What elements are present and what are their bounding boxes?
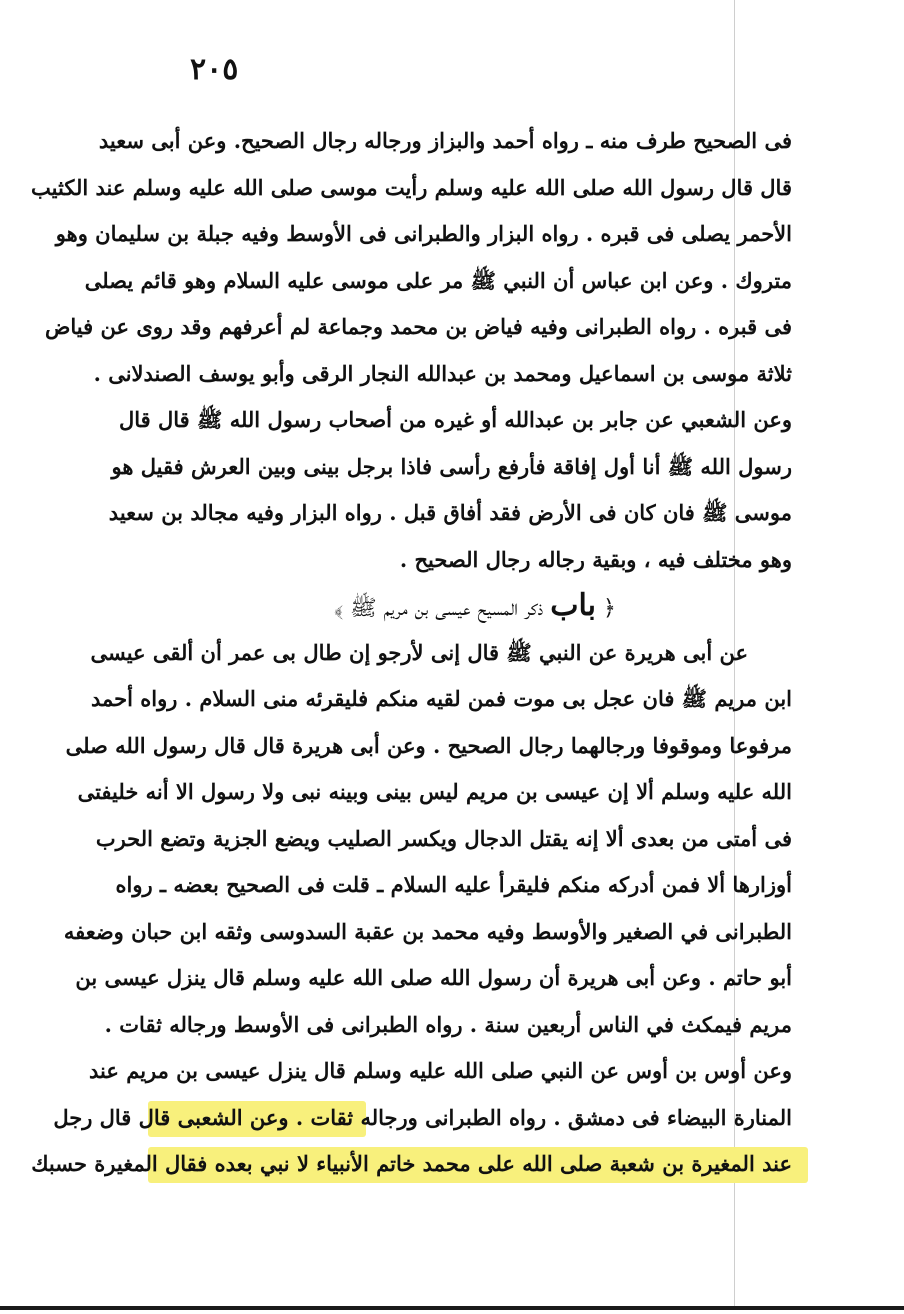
highlighted-text: عند المغيرة بن شعبة صلى الله على محمد خاتم الأنبياء لا نبي بعده فقال المغيرة حسبك xyxy=(31,1151,792,1176)
text-line: مريم فيمكث في الناس أربعين سنة . رواه الطبرانى فى الأوسط ورجاله ثقات . xyxy=(104,1011,792,1037)
text-line: رسول الله ﷺ أنا أول إفاقة فأرفع رأسى فاذا برجل بينى وبين العرش فقيل هو xyxy=(111,453,792,479)
text-line: قال قال رسول الله صلى الله عليه وسلم رأيت موسى صلى الله عليه وسلم عند الكثيب xyxy=(31,174,792,200)
scan-bottom-edge xyxy=(0,1306,904,1310)
text-line-paragraph-end: وهو مختلف فيه ، وبقية رجاله رجال الصحيح . xyxy=(399,546,792,572)
text-line: فى الصحيح طرف منه ـ رواه أحمد والبزاز ورجاله رجال الصحيح. وعن أبى سعيد xyxy=(98,128,792,153)
page-body xyxy=(31,118,792,1188)
section-heading xyxy=(158,583,792,630)
text-line-highlighted xyxy=(31,1141,792,1188)
text-line-partially-highlighted xyxy=(53,1095,792,1142)
text-line: وعن الشعبي عن جابر بن عبدالله أو غيره من أصحاب رسول الله ﷺ قال قال xyxy=(119,407,792,432)
text-line: فى قبره . رواه الطبرانى وفيه فياض بن محمد وجماعة لم أعرفهم وقد روى عن فياض xyxy=(45,314,792,339)
text-line: أوزارها ألا فمن أدركه منكم فليقرأ عليه السلام ـ قلت فى الصحيح بعضه ـ رواه xyxy=(115,872,792,897)
heading-bab: باب xyxy=(550,588,597,623)
text-line: الأحمر يصلى فى قبره . رواه البزار والطبرانى فى الأوسط وفيه جبلة بن سليمان وهو xyxy=(55,221,792,246)
text-line: ثلاثة موسى بن اسماعيل ومحمد بن عبدالله النجار الرقى وأبو يوسف الصندلانى . xyxy=(93,360,792,386)
plain-text: المنارة البيضاء فى دمشق . رواه الطبرانى ورجاله ثقات . xyxy=(295,1104,792,1130)
text-line: الطبرانى في الصغير والأوسط وفيه محمد بن عقبة السدوسى وثقه ابن حبان وضعفه xyxy=(63,918,792,944)
text-line: موسى ﷺ فان كان فى الأرض فقد أفاق قبل . رواه البزار وفيه مجالد بن سعيد xyxy=(108,500,792,525)
page-number: ٢٠٥ xyxy=(190,52,239,87)
text-line: ابن مريم ﷺ فان عجل بى موت فمن لقيه منكم فليقرئه منى السلام . رواه أحمد xyxy=(91,686,792,711)
text-line: متروك . وعن ابن عباس أن النبي ﷺ مر على موسى عليه السلام وهو قائم يصلى xyxy=(84,267,792,293)
heading-open-bracket: ﴿ xyxy=(603,596,616,621)
text-line: مرفوعا وموقوفا ورجالهما رجال الصحيح . وعن أبى هريرة قال قال رسول الله صلى xyxy=(65,732,792,758)
text-line: فى أمتى من بعدى ألا إنه يقتل الدجال ويكسر الصليب ويضع الجزية وتضع الحرب xyxy=(95,825,792,851)
text-line: أبو حاتم . وعن أبى هريرة أن رسول الله صلى الله عليه وسلم قال ينزل عيسى بن xyxy=(75,965,792,990)
heading-title: ذكر المسيح عيسى بن مريم ﷺ xyxy=(350,596,544,621)
text-line: الله عليه وسلم ألا إن عيسى بن مريم ليس بينى وبينه نبى ولا رسول الا أنه خليفتى xyxy=(77,779,792,804)
heading-close-bracket: ﴾ xyxy=(334,596,344,621)
text-line: وعن أوس بن أوس عن النبي صلى الله عليه وسلم قال ينزل عيسى بن مريم عند xyxy=(89,1058,792,1083)
highlighted-text: وعن الشعبى قال قال رجل xyxy=(53,1104,296,1130)
text-line-paragraph-start: عن أبى هريرة عن النبي ﷺ قال إنى لأرجو إن طال بى عمر أن ألقى عيسى xyxy=(90,639,748,665)
